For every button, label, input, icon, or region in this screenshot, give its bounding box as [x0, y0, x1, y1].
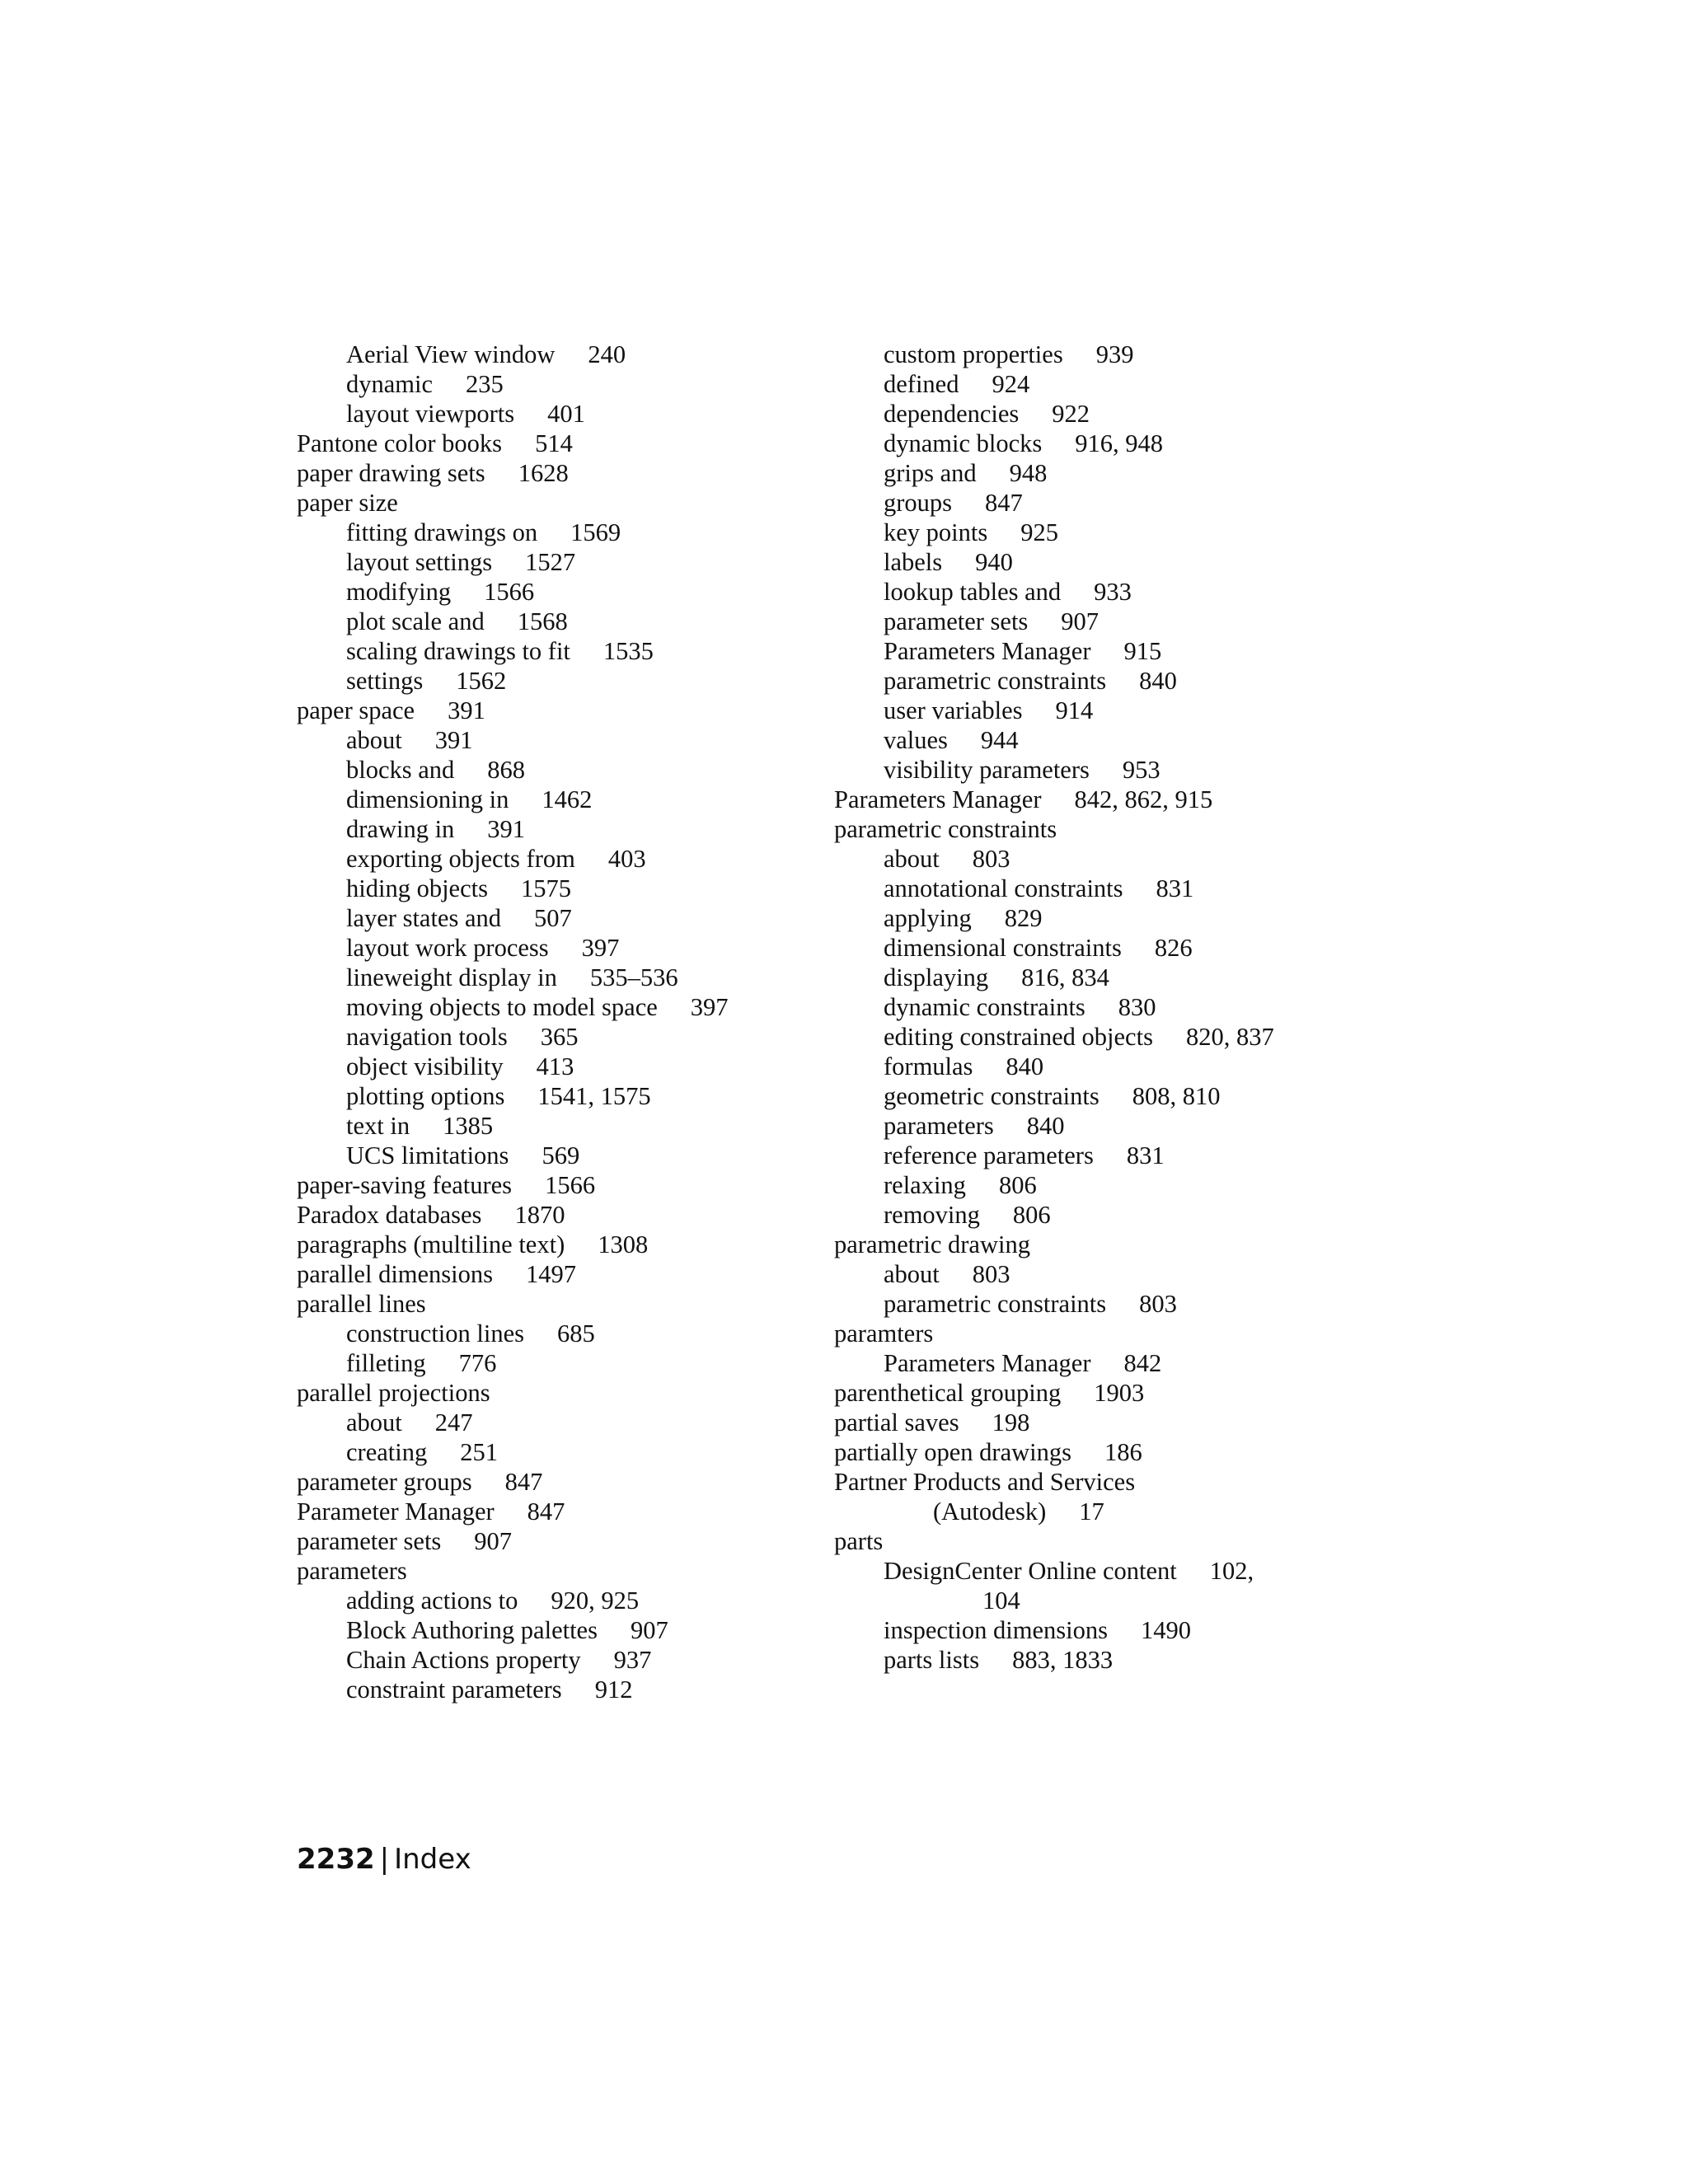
index-term: layout work process [346, 934, 549, 962]
index-term: paper drawing sets [297, 459, 485, 487]
index-page-refs: 1569 [570, 518, 621, 546]
index-term: formulas [884, 1052, 973, 1080]
index-subentry [834, 1348, 1362, 1378]
index-continuation [884, 1586, 1362, 1615]
index-subentry [297, 399, 824, 429]
index-subentry [297, 1615, 824, 1645]
index-page-refs: 1308 [598, 1230, 649, 1258]
index-subentry [297, 1586, 824, 1615]
index-page-refs: 803 [972, 1260, 1010, 1288]
index-page-refs: 907 [474, 1527, 513, 1555]
index-subentry [834, 488, 1362, 518]
index-page-refs: 922 [1052, 400, 1090, 428]
index-term: parallel lines [297, 1290, 426, 1318]
index-term: parenthetical grouping [834, 1379, 1062, 1407]
index-subentry [297, 992, 824, 1022]
index-entry [297, 458, 824, 488]
index-term: Pantone color books [297, 429, 503, 457]
index-subentry [834, 1022, 1362, 1052]
index-subentry [834, 1111, 1362, 1141]
index-page-refs: 916, 948 [1075, 429, 1164, 457]
index-term: annotational constraints [884, 874, 1123, 902]
index-entry [297, 1230, 824, 1259]
index-subentry [297, 518, 824, 547]
index-subentry [297, 1111, 824, 1141]
index-page-refs: 1462 [542, 785, 593, 813]
index-page-refs: 391 [448, 696, 485, 724]
index-term: about [346, 726, 402, 754]
index-subentry [834, 429, 1362, 458]
index-page-refs: 826 [1154, 934, 1193, 962]
index-page-refs: 940 [975, 548, 1013, 576]
index-term: parametric constraints [884, 667, 1107, 695]
index-entry [297, 1200, 824, 1230]
index-page-refs: 925 [1020, 518, 1058, 546]
index-page-refs: 1497 [526, 1260, 577, 1288]
index-page-refs: 939 [1095, 340, 1134, 368]
index-subentry [834, 725, 1362, 755]
index-term: about [884, 1260, 940, 1288]
index-subentry [834, 963, 1362, 992]
index-column-left [297, 340, 824, 1704]
index-page-refs: 569 [542, 1141, 580, 1169]
index-page-refs: 883, 1833 [1012, 1646, 1114, 1674]
index-page-refs: 915 [1123, 637, 1162, 665]
index-subentry [297, 1141, 824, 1170]
index-page-refs: 907 [1061, 607, 1100, 635]
index-term: scaling drawings to fit [346, 637, 570, 665]
index-entry [297, 1259, 824, 1289]
index-page-refs: 397 [581, 934, 620, 962]
index-term: labels [884, 548, 943, 576]
index-page-refs: 907 [630, 1616, 668, 1644]
index-term: parametric constraints [834, 815, 1057, 843]
index-continuation [834, 1497, 1362, 1526]
index-term: navigation tools [346, 1023, 508, 1051]
index-subentry [834, 1289, 1362, 1319]
index-subentry [297, 666, 824, 696]
page-footer [297, 1843, 471, 1876]
index-term: Parameter Manager [297, 1497, 495, 1526]
index-entry [297, 1556, 824, 1586]
index-term: parameter groups [297, 1468, 472, 1496]
index-term: object visibility [346, 1052, 504, 1080]
index-term: paper space [297, 696, 415, 724]
page-number: 2232 [297, 1843, 375, 1876]
index-page-refs: 507 [534, 904, 572, 932]
index-term: visibility parameters [884, 756, 1090, 784]
index-page-refs: 830 [1118, 993, 1156, 1021]
index-term: dimensional constraints [884, 934, 1122, 962]
index-subentry [834, 992, 1362, 1022]
index-subentry [834, 577, 1362, 607]
index-term: exporting objects from [346, 845, 575, 873]
index-subentry [297, 1022, 824, 1052]
index-subentry [834, 874, 1362, 903]
index-term: Chain Actions property [346, 1646, 581, 1674]
index-page-refs: 842, 862, 915 [1074, 785, 1213, 813]
index-entry [297, 1170, 824, 1200]
index-term: parametric constraints [884, 1290, 1107, 1318]
index-page-refs: 808, 810 [1132, 1082, 1221, 1110]
index-term: about [346, 1408, 402, 1436]
index-page-refs: 1535 [603, 637, 654, 665]
index-page-refs: 365 [540, 1023, 579, 1051]
index-page-refs: 1490 [1140, 1616, 1191, 1644]
index-term: defined [884, 370, 959, 398]
index-term: about [884, 845, 940, 873]
index-entry [834, 1467, 1362, 1526]
index-term: applying [884, 904, 972, 932]
index-page-refs: 920, 925 [551, 1586, 640, 1615]
index-term: values [884, 726, 948, 754]
index-page-refs: 403 [607, 845, 646, 873]
index-term: layout viewports [346, 400, 515, 428]
index-entry [297, 1378, 824, 1408]
index-page-refs: 829 [1004, 904, 1043, 932]
index-term: parts lists [884, 1646, 980, 1674]
index-term: custom properties [884, 340, 1063, 368]
index-term: lookup tables and [884, 578, 1062, 606]
index-term: UCS limitations [346, 1141, 509, 1169]
index-page-refs: 847 [504, 1468, 543, 1496]
footer-section-title: Index [394, 1843, 471, 1876]
index-subentry [297, 963, 824, 992]
index-term: parameter sets [297, 1527, 442, 1555]
index-page-refs: 803 [972, 845, 1010, 873]
index-page-refs: 397 [690, 993, 729, 1021]
index-page-refs: 198 [992, 1408, 1030, 1436]
index-subentry [297, 1437, 824, 1467]
index-page-refs: 247 [434, 1408, 473, 1436]
index-term: parameters [297, 1557, 407, 1585]
index-subentry [297, 1348, 824, 1378]
index-subentry [297, 1052, 824, 1081]
index-entry [297, 429, 824, 458]
index-term: fitting drawings on [346, 518, 538, 546]
index-entry [834, 1437, 1362, 1467]
index-term: blocks and [346, 756, 455, 784]
index-subentry [834, 755, 1362, 785]
index-subentry [297, 844, 824, 874]
index-subentry [834, 666, 1362, 696]
index-entry [834, 1378, 1362, 1408]
index-entry [297, 696, 824, 725]
index-page-refs: 847 [985, 489, 1023, 517]
index-subentry [297, 785, 824, 814]
index-subentry [834, 903, 1362, 933]
index-page-refs: 953 [1122, 756, 1160, 784]
index-page-refs: 944 [980, 726, 1019, 754]
index-page-refs: 1566 [484, 578, 535, 606]
index-page-refs: 240 [588, 340, 626, 368]
index-term: parallel dimensions [297, 1260, 494, 1288]
index-subentry [834, 1170, 1362, 1200]
index-entry [834, 785, 1362, 814]
index-subentry [834, 636, 1362, 666]
index-page-refs: 1870 [514, 1201, 565, 1229]
index-page-refs: 1541, 1575 [537, 1082, 651, 1110]
index-term: parallel projections [297, 1379, 490, 1407]
index-subentry [297, 547, 824, 577]
index-subentry [834, 1200, 1362, 1230]
index-entry [297, 1526, 824, 1556]
index-page-refs: 937 [613, 1646, 652, 1674]
index-subentry [297, 874, 824, 903]
index-subentry [834, 1081, 1362, 1111]
index-term: partially open drawings [834, 1438, 1071, 1466]
index-term: Aerial View window [346, 340, 556, 368]
index-subentry [297, 1319, 824, 1348]
index-page-refs: 914 [1055, 696, 1094, 724]
index-term: construction lines [346, 1319, 525, 1347]
index-page-refs: 820, 837 [1185, 1023, 1274, 1051]
index-subentry [297, 814, 824, 844]
index-subentry [834, 399, 1362, 429]
index-page-refs: 831 [1126, 1141, 1165, 1169]
index-term: reference parameters [884, 1141, 1094, 1169]
index-page-refs: 842 [1123, 1349, 1162, 1377]
index-subentry [297, 725, 824, 755]
index-term: modifying [346, 578, 452, 606]
index-subentry [834, 458, 1362, 488]
index-page-refs: 1628 [518, 459, 569, 487]
index-page-refs: 17 [1079, 1497, 1104, 1526]
index-term: removing [884, 1201, 980, 1229]
index-term: dynamic blocks [884, 429, 1043, 457]
index-term: moving objects to model space [346, 993, 658, 1021]
index-term: Block Authoring palettes [346, 1616, 598, 1644]
index-page-refs: 933 [1094, 578, 1132, 606]
index-term: editing constrained objects [884, 1023, 1153, 1051]
index-page-refs: 401 [547, 400, 585, 428]
index-page-refs: 948 [1009, 459, 1048, 487]
index-subentry [834, 1556, 1362, 1615]
index-term: dynamic [346, 370, 434, 398]
index-page-refs: 840 [1139, 667, 1177, 695]
index-term: relaxing [884, 1171, 966, 1199]
index-page-refs: 1566 [545, 1171, 596, 1199]
index-subentry [297, 1645, 824, 1675]
index-entry [834, 1319, 1362, 1348]
index-page-refs: 816, 834 [1021, 963, 1109, 991]
index-term: adding actions to [346, 1586, 518, 1615]
index-term: Paradox databases [297, 1201, 482, 1229]
footer-separator: | [379, 1843, 390, 1876]
index-subentry [297, 1675, 824, 1704]
index-term: settings [346, 667, 424, 695]
index-subentry [297, 636, 824, 666]
index-subentry [834, 696, 1362, 725]
index-term: dependencies [884, 400, 1020, 428]
index-subentry [297, 1408, 824, 1437]
index-term: partial saves [834, 1408, 959, 1436]
index-continuation-text: (Autodesk) [933, 1497, 1047, 1526]
index-subentry [834, 1615, 1362, 1645]
index-term: Parameters Manager [884, 1349, 1091, 1377]
index-page-refs: 251 [460, 1438, 498, 1466]
index-subentry [834, 1141, 1362, 1170]
index-page-refs: 803 [1139, 1290, 1177, 1318]
index-term: drawing in [346, 815, 455, 843]
index-page-refs: 840 [1006, 1052, 1044, 1080]
index-subentry [297, 755, 824, 785]
index-subentry [834, 1259, 1362, 1289]
index-term: parts [834, 1527, 884, 1555]
index-subentry [297, 607, 824, 636]
index-term: Parameters Manager [834, 785, 1042, 813]
index-term: geometric constraints [884, 1082, 1100, 1110]
index-continuation-text: 104 [982, 1586, 1020, 1615]
index-term: dynamic constraints [884, 993, 1085, 1021]
index-subentry [834, 547, 1362, 577]
index-term: Partner Products and Services [834, 1468, 1136, 1496]
index-term: creating [346, 1438, 428, 1466]
index-page-refs: 391 [487, 815, 526, 843]
index-term: parametric drawing [834, 1230, 1030, 1258]
index-term: key points [884, 518, 988, 546]
index-term: parameter sets [884, 607, 1029, 635]
index-term: user variables [884, 696, 1023, 724]
index-page-refs: 535–536 [589, 963, 678, 991]
index-subentry [834, 518, 1362, 547]
index-entry [297, 488, 824, 518]
index-column-right [834, 340, 1362, 1675]
index-entry [834, 1408, 1362, 1437]
index-page-refs: 776 [458, 1349, 497, 1377]
index-term: displaying [884, 963, 989, 991]
index-term: filleting [346, 1349, 426, 1377]
index-subentry [834, 340, 1362, 369]
index-term: Parameters Manager [884, 637, 1091, 665]
index-subentry [834, 607, 1362, 636]
index-subentry [834, 1645, 1362, 1675]
index-entry [297, 1289, 824, 1319]
index-page-refs: 1903 [1094, 1379, 1145, 1407]
index-entry [297, 1497, 824, 1526]
index-page-refs: 912 [594, 1675, 633, 1704]
index-term: inspection dimensions [884, 1616, 1108, 1644]
index-page-refs: 1385 [443, 1112, 494, 1140]
index-term: grips and [884, 459, 977, 487]
index-subentry [834, 369, 1362, 399]
index-page-refs: 1562 [456, 667, 507, 695]
index-page-refs: 868 [487, 756, 526, 784]
index-page-refs: 831 [1156, 874, 1194, 902]
index-term: plot scale and [346, 607, 485, 635]
index-subentry [297, 340, 824, 369]
index-term: hiding objects [346, 874, 488, 902]
index-term: paper-saving features [297, 1171, 513, 1199]
index-entry [834, 1230, 1362, 1259]
index-term: layer states and [346, 904, 502, 932]
index-page-refs: 413 [536, 1052, 574, 1080]
index-term: parameters [884, 1112, 994, 1140]
index-term: plotting options [346, 1082, 505, 1110]
index-page-refs: 847 [527, 1497, 565, 1526]
index-page-refs: 1575 [520, 874, 571, 902]
index-subentry [834, 933, 1362, 963]
index-term: layout settings [346, 548, 493, 576]
index-subentry [297, 369, 824, 399]
index-subentry [297, 1081, 824, 1111]
index-term: lineweight display in [346, 963, 557, 991]
index-term: paragraphs (multiline text) [297, 1230, 565, 1258]
index-page-refs: 514 [535, 429, 573, 457]
index-entry [297, 1467, 824, 1497]
index-term: paper size [297, 489, 398, 517]
index-term: dimensioning in [346, 785, 509, 813]
index-term: DesignCenter Online content [884, 1557, 1177, 1585]
index-page-refs: 685 [557, 1319, 595, 1347]
index-page-refs: 924 [992, 370, 1030, 398]
index-subentry [297, 933, 824, 963]
index-page-refs: 186 [1104, 1438, 1142, 1466]
index-page-refs: 840 [1026, 1112, 1065, 1140]
index-page-refs: 102, [1209, 1557, 1254, 1585]
index-entry [834, 814, 1362, 844]
index-entry [834, 1526, 1362, 1556]
index-subentry [834, 844, 1362, 874]
index-subentry [297, 577, 824, 607]
index-page-refs: 1527 [525, 548, 576, 576]
index-page-refs: 391 [434, 726, 473, 754]
index-page-refs: 235 [466, 370, 504, 398]
index-page-refs: 806 [998, 1171, 1037, 1199]
index-term: constraint parameters [346, 1675, 562, 1704]
index-term: groups [884, 489, 953, 517]
index-term: paramters [834, 1319, 934, 1347]
index-subentry [834, 1052, 1362, 1081]
index-subentry [297, 903, 824, 933]
index-term: text in [346, 1112, 410, 1140]
index-page-refs: 1568 [517, 607, 568, 635]
index-page-refs: 806 [1012, 1201, 1051, 1229]
